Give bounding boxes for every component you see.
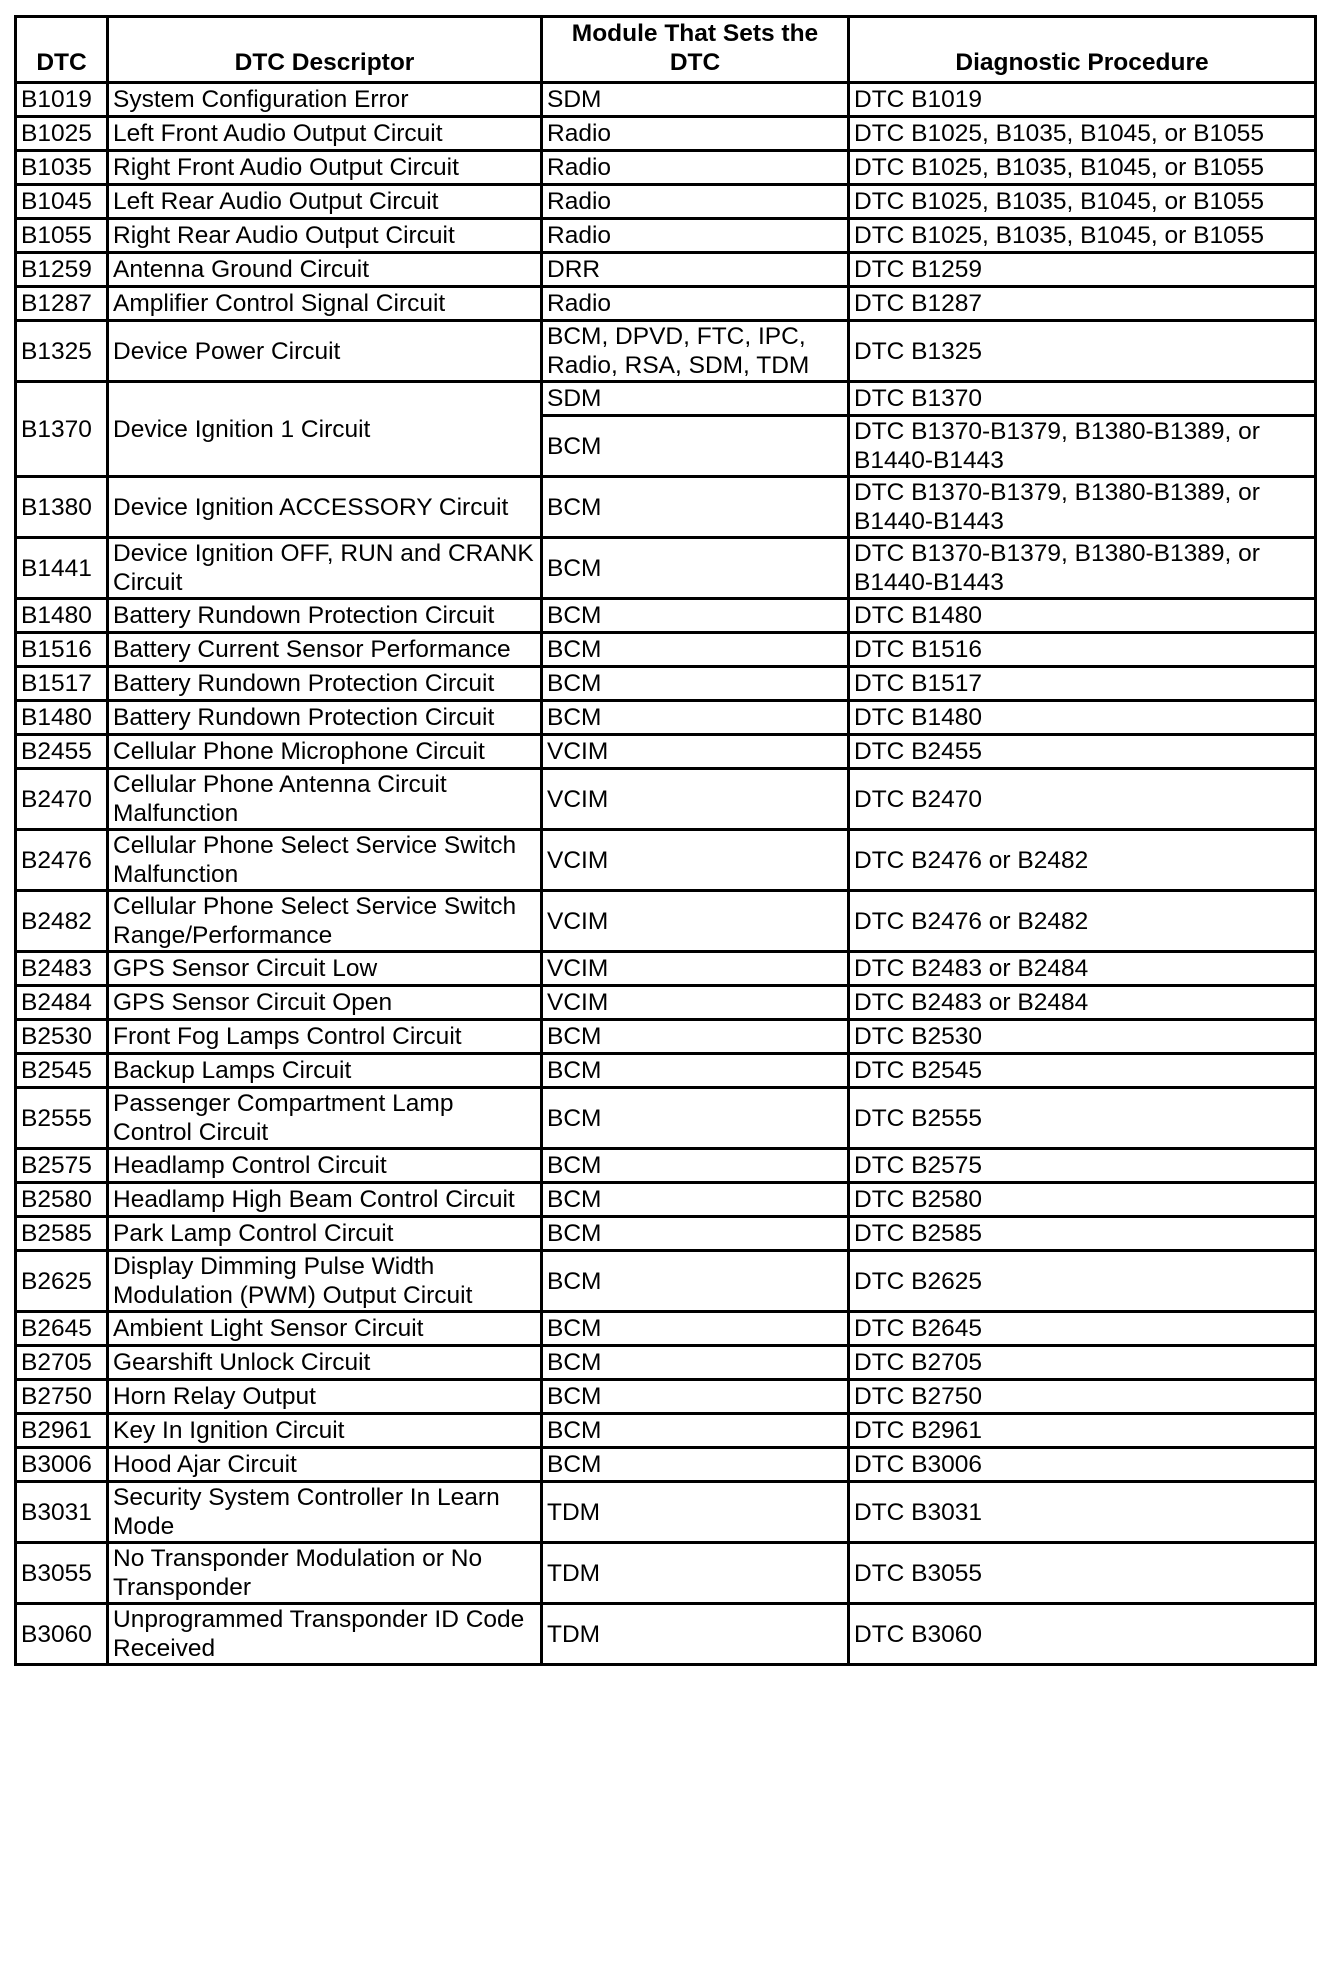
module-cell: BCM, DPVD, FTC, IPC, Radio, RSA, SDM, TDM bbox=[542, 321, 849, 382]
table-row bbox=[16, 701, 1316, 735]
module-cell: BCM bbox=[542, 477, 849, 538]
dtc-code-cell: B2750 bbox=[16, 1380, 108, 1414]
procedure-cell: DTC B2483 or B2484 bbox=[849, 986, 1316, 1020]
module-cell: VCIM bbox=[542, 830, 849, 891]
procedure-cell: DTC B2625 bbox=[849, 1251, 1316, 1312]
module-cell: BCM bbox=[542, 416, 849, 477]
dtc-code-cell: B1517 bbox=[16, 667, 108, 701]
dtc-descriptor-cell: Gearshift Unlock Circuit bbox=[108, 1346, 542, 1380]
module-cell: TDM bbox=[542, 1482, 849, 1543]
table-row bbox=[16, 1346, 1316, 1380]
module-cell: BCM bbox=[542, 1217, 849, 1251]
dtc-code-cell: B1370 bbox=[16, 382, 108, 477]
procedure-cell: DTC B1019 bbox=[849, 83, 1316, 117]
dtc-code-cell: B2470 bbox=[16, 769, 108, 830]
dtc-descriptor-cell: Device Ignition ACCESSORY Circuit bbox=[108, 477, 542, 538]
dtc-code-cell: B2482 bbox=[16, 891, 108, 952]
dtc-descriptor-cell: GPS Sensor Circuit Low bbox=[108, 952, 542, 986]
dtc-code-cell: B1380 bbox=[16, 477, 108, 538]
module-cell: BCM bbox=[542, 1054, 849, 1088]
table-row bbox=[16, 986, 1316, 1020]
dtc-code-cell: B3031 bbox=[16, 1482, 108, 1543]
dtc-code-cell: B1287 bbox=[16, 287, 108, 321]
header-dtc: DTC bbox=[16, 17, 108, 83]
dtc-descriptor-cell: GPS Sensor Circuit Open bbox=[108, 986, 542, 1020]
dtc-descriptor-cell: Security System Controller In Learn Mode bbox=[108, 1482, 542, 1543]
module-cell: BCM bbox=[542, 1414, 849, 1448]
dtc-descriptor-cell: Battery Current Sensor Performance bbox=[108, 633, 542, 667]
dtc-code-cell: B2580 bbox=[16, 1183, 108, 1217]
procedure-cell: DTC B3060 bbox=[849, 1604, 1316, 1665]
module-cell: BCM bbox=[542, 1251, 849, 1312]
module-cell: BCM bbox=[542, 1448, 849, 1482]
dtc-code-cell: B1019 bbox=[16, 83, 108, 117]
procedure-cell: DTC B1480 bbox=[849, 599, 1316, 633]
header-row bbox=[16, 17, 1316, 83]
dtc-descriptor-cell: Battery Rundown Protection Circuit bbox=[108, 667, 542, 701]
dtc-code-cell: B1035 bbox=[16, 151, 108, 185]
module-cell: BCM bbox=[542, 1183, 849, 1217]
module-cell: BCM bbox=[542, 1149, 849, 1183]
table-header bbox=[16, 17, 1316, 83]
procedure-cell: DTC B2705 bbox=[849, 1346, 1316, 1380]
table-row bbox=[16, 735, 1316, 769]
dtc-descriptor-cell: Device Ignition 1 Circuit bbox=[108, 382, 542, 477]
table-row bbox=[16, 185, 1316, 219]
procedure-cell: DTC B2580 bbox=[849, 1183, 1316, 1217]
dtc-descriptor-cell: Front Fog Lamps Control Circuit bbox=[108, 1020, 542, 1054]
procedure-cell: DTC B1287 bbox=[849, 287, 1316, 321]
table-row bbox=[16, 952, 1316, 986]
table-row bbox=[16, 1312, 1316, 1346]
dtc-descriptor-cell: Cellular Phone Antenna Circuit Malfunction bbox=[108, 769, 542, 830]
module-cell: Radio bbox=[542, 151, 849, 185]
table-row bbox=[16, 1054, 1316, 1088]
table-row bbox=[16, 1251, 1316, 1312]
table-row bbox=[16, 538, 1316, 599]
table-row bbox=[16, 83, 1316, 117]
dtc-code-cell: B3060 bbox=[16, 1604, 108, 1665]
dtc-descriptor-cell: Antenna Ground Circuit bbox=[108, 253, 542, 287]
dtc-descriptor-cell: Horn Relay Output bbox=[108, 1380, 542, 1414]
procedure-cell: DTC B2585 bbox=[849, 1217, 1316, 1251]
procedure-cell: DTC B1480 bbox=[849, 701, 1316, 735]
dtc-descriptor-cell: Device Power Circuit bbox=[108, 321, 542, 382]
dtc-code-cell: B1441 bbox=[16, 538, 108, 599]
table-row bbox=[16, 633, 1316, 667]
procedure-cell: DTC B3055 bbox=[849, 1543, 1316, 1604]
module-cell: BCM bbox=[542, 1346, 849, 1380]
procedure-cell: DTC B2476 or B2482 bbox=[849, 891, 1316, 952]
module-cell: VCIM bbox=[542, 952, 849, 986]
table-body bbox=[16, 83, 1316, 1665]
table-row bbox=[16, 1604, 1316, 1665]
dtc-descriptor-cell: System Configuration Error bbox=[108, 83, 542, 117]
dtc-descriptor-cell: Display Dimming Pulse Width Modulation (PWM) Output Circuit bbox=[108, 1251, 542, 1312]
module-cell: VCIM bbox=[542, 986, 849, 1020]
dtc-code-cell: B3006 bbox=[16, 1448, 108, 1482]
dtc-code-cell: B2645 bbox=[16, 1312, 108, 1346]
module-cell: BCM bbox=[542, 667, 849, 701]
procedure-cell: DTC B1517 bbox=[849, 667, 1316, 701]
table-row bbox=[16, 1020, 1316, 1054]
module-cell: BCM bbox=[542, 1020, 849, 1054]
procedure-cell: DTC B2545 bbox=[849, 1054, 1316, 1088]
dtc-descriptor-cell: Unprogrammed Transponder ID Code Received bbox=[108, 1604, 542, 1665]
dtc-code-cell: B2625 bbox=[16, 1251, 108, 1312]
dtc-code-cell: B1045 bbox=[16, 185, 108, 219]
table-row bbox=[16, 1380, 1316, 1414]
procedure-cell: DTC B1370 bbox=[849, 382, 1316, 416]
table-row bbox=[16, 253, 1316, 287]
dtc-code-cell: B2476 bbox=[16, 830, 108, 891]
dtc-descriptor-cell: Right Rear Audio Output Circuit bbox=[108, 219, 542, 253]
module-cell: Radio bbox=[542, 117, 849, 151]
dtc-descriptor-cell: Left Rear Audio Output Circuit bbox=[108, 185, 542, 219]
procedure-cell: DTC B1370-B1379, B1380-B1389, or B1440-B1443 bbox=[849, 477, 1316, 538]
dtc-code-cell: B2585 bbox=[16, 1217, 108, 1251]
dtc-descriptor-cell: Headlamp Control Circuit bbox=[108, 1149, 542, 1183]
dtc-descriptor-cell: Backup Lamps Circuit bbox=[108, 1054, 542, 1088]
dtc-code-cell: B3055 bbox=[16, 1543, 108, 1604]
procedure-cell: DTC B2455 bbox=[849, 735, 1316, 769]
dtc-code-cell: B2483 bbox=[16, 952, 108, 986]
dtc-code-cell: B2961 bbox=[16, 1414, 108, 1448]
table-row bbox=[16, 1183, 1316, 1217]
table-row bbox=[16, 891, 1316, 952]
dtc-code-cell: B2575 bbox=[16, 1149, 108, 1183]
procedure-cell: DTC B1370-B1379, B1380-B1389, or B1440-B1443 bbox=[849, 416, 1316, 477]
table-row bbox=[16, 151, 1316, 185]
module-cell: VCIM bbox=[542, 735, 849, 769]
dtc-descriptor-cell: Amplifier Control Signal Circuit bbox=[108, 287, 542, 321]
procedure-cell: DTC B1025, B1035, B1045, or B1055 bbox=[849, 117, 1316, 151]
dtc-code-cell: B1480 bbox=[16, 599, 108, 633]
module-cell: BCM bbox=[542, 1312, 849, 1346]
dtc-descriptor-cell: Device Ignition OFF, RUN and CRANK Circuit bbox=[108, 538, 542, 599]
procedure-cell: DTC B2483 or B2484 bbox=[849, 952, 1316, 986]
table-row bbox=[16, 321, 1316, 382]
procedure-cell: DTC B3031 bbox=[849, 1482, 1316, 1543]
procedure-cell: DTC B2555 bbox=[849, 1088, 1316, 1149]
procedure-cell: DTC B2645 bbox=[849, 1312, 1316, 1346]
module-cell: BCM bbox=[542, 1088, 849, 1149]
procedure-cell: DTC B2750 bbox=[849, 1380, 1316, 1414]
procedure-cell: DTC B1025, B1035, B1045, or B1055 bbox=[849, 219, 1316, 253]
dtc-descriptor-cell: Cellular Phone Select Service Switch Range/Performance bbox=[108, 891, 542, 952]
table-row bbox=[16, 1482, 1316, 1543]
dtc-code-cell: B1516 bbox=[16, 633, 108, 667]
procedure-cell: DTC B1259 bbox=[849, 253, 1316, 287]
dtc-descriptor-cell: Headlamp High Beam Control Circuit bbox=[108, 1183, 542, 1217]
dtc-descriptor-cell: Hood Ajar Circuit bbox=[108, 1448, 542, 1482]
table-row bbox=[16, 667, 1316, 701]
module-cell: VCIM bbox=[542, 769, 849, 830]
table-row bbox=[16, 1217, 1316, 1251]
module-cell: DRR bbox=[542, 253, 849, 287]
procedure-cell: DTC B2470 bbox=[849, 769, 1316, 830]
procedure-cell: DTC B2575 bbox=[849, 1149, 1316, 1183]
dtc-code-cell: B1325 bbox=[16, 321, 108, 382]
procedure-cell: DTC B1325 bbox=[849, 321, 1316, 382]
dtc-descriptor-cell: Ambient Light Sensor Circuit bbox=[108, 1312, 542, 1346]
table-row bbox=[16, 830, 1316, 891]
table-row bbox=[16, 287, 1316, 321]
module-cell: BCM bbox=[542, 701, 849, 735]
table-row bbox=[16, 477, 1316, 538]
dtc-descriptor-cell: Passenger Compartment Lamp Control Circuit bbox=[108, 1088, 542, 1149]
table-row bbox=[16, 219, 1316, 253]
procedure-cell: DTC B1025, B1035, B1045, or B1055 bbox=[849, 151, 1316, 185]
procedure-cell: DTC B2476 or B2482 bbox=[849, 830, 1316, 891]
module-cell: Radio bbox=[542, 219, 849, 253]
dtc-descriptor-cell: Battery Rundown Protection Circuit bbox=[108, 599, 542, 633]
dtc-descriptor-cell: Key In Ignition Circuit bbox=[108, 1414, 542, 1448]
module-cell: Radio bbox=[542, 287, 849, 321]
module-cell: SDM bbox=[542, 382, 849, 416]
module-cell: Radio bbox=[542, 185, 849, 219]
dtc-code-cell: B2530 bbox=[16, 1020, 108, 1054]
dtc-code-cell: B1259 bbox=[16, 253, 108, 287]
dtc-code-cell: B2545 bbox=[16, 1054, 108, 1088]
table-row bbox=[16, 769, 1316, 830]
dtc-code-cell: B2555 bbox=[16, 1088, 108, 1149]
dtc-descriptor-cell: No Transponder Modulation or No Transponder bbox=[108, 1543, 542, 1604]
header-procedure: Diagnostic Procedure bbox=[849, 17, 1316, 83]
dtc-descriptor-cell: Park Lamp Control Circuit bbox=[108, 1217, 542, 1251]
module-cell: BCM bbox=[542, 599, 849, 633]
table-row bbox=[16, 1149, 1316, 1183]
module-cell: VCIM bbox=[542, 891, 849, 952]
module-cell: TDM bbox=[542, 1604, 849, 1665]
header-module: Module That Sets the DTC bbox=[542, 17, 849, 83]
procedure-cell: DTC B3006 bbox=[849, 1448, 1316, 1482]
dtc-code-cell: B2705 bbox=[16, 1346, 108, 1380]
procedure-cell: DTC B2961 bbox=[849, 1414, 1316, 1448]
table-row bbox=[16, 1543, 1316, 1604]
procedure-cell: DTC B2530 bbox=[849, 1020, 1316, 1054]
module-cell: TDM bbox=[542, 1543, 849, 1604]
module-cell: BCM bbox=[542, 1380, 849, 1414]
dtc-descriptor-cell: Battery Rundown Protection Circuit bbox=[108, 701, 542, 735]
table-row bbox=[16, 382, 1316, 416]
dtc-code-cell: B1055 bbox=[16, 219, 108, 253]
dtc-descriptor-cell: Cellular Phone Microphone Circuit bbox=[108, 735, 542, 769]
dtc-descriptor-cell: Right Front Audio Output Circuit bbox=[108, 151, 542, 185]
module-cell: BCM bbox=[542, 633, 849, 667]
dtc-code-cell: B1480 bbox=[16, 701, 108, 735]
dtc-code-cell: B1025 bbox=[16, 117, 108, 151]
dtc-table bbox=[14, 15, 1317, 1666]
procedure-cell: DTC B1370-B1379, B1380-B1389, or B1440-B1443 bbox=[849, 538, 1316, 599]
dtc-code-cell: B2484 bbox=[16, 986, 108, 1020]
procedure-cell: DTC B1516 bbox=[849, 633, 1316, 667]
table-row bbox=[16, 1448, 1316, 1482]
header-descriptor: DTC Descriptor bbox=[108, 17, 542, 83]
table-row bbox=[16, 1088, 1316, 1149]
dtc-descriptor-cell: Left Front Audio Output Circuit bbox=[108, 117, 542, 151]
module-cell: BCM bbox=[542, 538, 849, 599]
module-cell: SDM bbox=[542, 83, 849, 117]
dtc-code-cell: B2455 bbox=[16, 735, 108, 769]
procedure-cell: DTC B1025, B1035, B1045, or B1055 bbox=[849, 185, 1316, 219]
table-row bbox=[16, 117, 1316, 151]
dtc-descriptor-cell: Cellular Phone Select Service Switch Malfunction bbox=[108, 830, 542, 891]
table-row bbox=[16, 1414, 1316, 1448]
table-row bbox=[16, 599, 1316, 633]
